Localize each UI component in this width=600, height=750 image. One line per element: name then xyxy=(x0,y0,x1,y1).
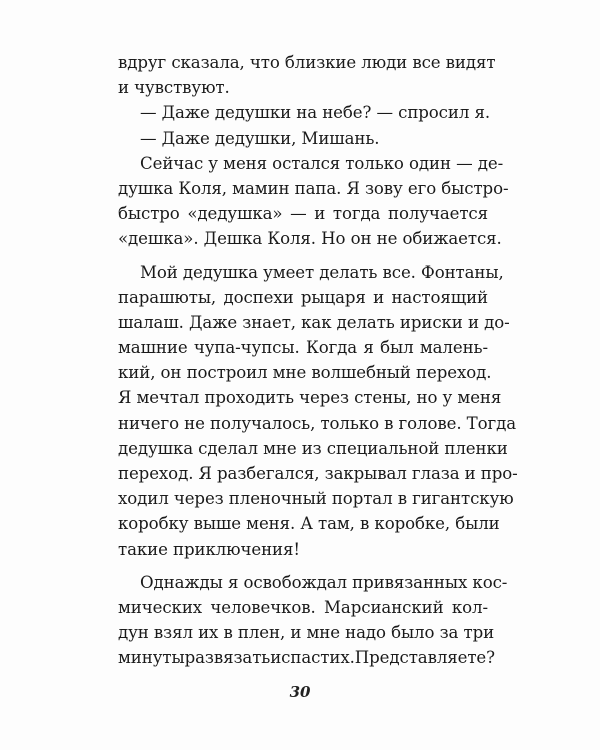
text-line: Сейчас у меня остался только один — де- xyxy=(140,153,504,173)
text-line: душка Коля, мамин папа. Я зову его быстро- xyxy=(118,178,509,198)
text-line: кий, он построил мне волшебный переход. xyxy=(118,363,492,383)
text-line: «дешка». Дешка Коля. Но он не обижается. xyxy=(118,229,502,249)
text-line: шалаш. Даже знает, как делать ириски и до- xyxy=(118,312,510,332)
paragraph xyxy=(118,570,508,671)
text-line: переход. Я разбегался, закрывал глаза и про- xyxy=(118,464,518,483)
text-line: дун взял их в плен, и мне надо было за три xyxy=(118,623,495,643)
paragraph xyxy=(118,260,518,562)
paragraph xyxy=(118,100,488,125)
text-line: мических человечков. Марсианский кол- xyxy=(118,597,488,617)
text-line: Я мечтал проходить через стены, но у меня xyxy=(118,388,502,408)
text-line: машние чупа-чупсы. Когда я был малень- xyxy=(118,338,488,358)
text-line: коробку выше меня. А там, в коробке, были xyxy=(118,514,500,534)
text-line: ходил через пленочный портал в гигантскую xyxy=(118,489,514,509)
paragraph-gap xyxy=(118,562,488,570)
text-line: Однажды я освобождал привязанных кос- xyxy=(140,572,508,592)
text-line: и чувствуют. xyxy=(118,78,230,98)
text-line: Мой дедушка умеет делать все. Фонтаны, xyxy=(140,262,504,282)
text-line: ничего не получалось, только в голове. Тогда xyxy=(118,413,517,433)
text-line: минутыразвязатьиспастих.Представляете? xyxy=(118,648,495,668)
page-number: 30 xyxy=(289,683,311,701)
text-line: быстро «дедушка» — и тогда получается xyxy=(118,204,488,224)
paragraph xyxy=(118,50,496,100)
paragraph xyxy=(118,151,509,252)
body-text xyxy=(118,50,518,671)
text-line: вдруг сказала, что близкие люди все видят xyxy=(118,53,496,72)
text-line: — Даже дедушки на небе? — спросил я. xyxy=(140,103,490,123)
text-line: — Даже дедушки, Мишань. xyxy=(140,128,380,148)
paragraph xyxy=(118,126,488,151)
text-line: парашюты, доспехи рыцаря и настоящий xyxy=(118,287,488,307)
text-line: дедушка сделал мне из специальной пленки xyxy=(118,438,508,458)
paragraph-gap xyxy=(118,252,488,260)
text-line: такие приключения! xyxy=(118,539,300,559)
